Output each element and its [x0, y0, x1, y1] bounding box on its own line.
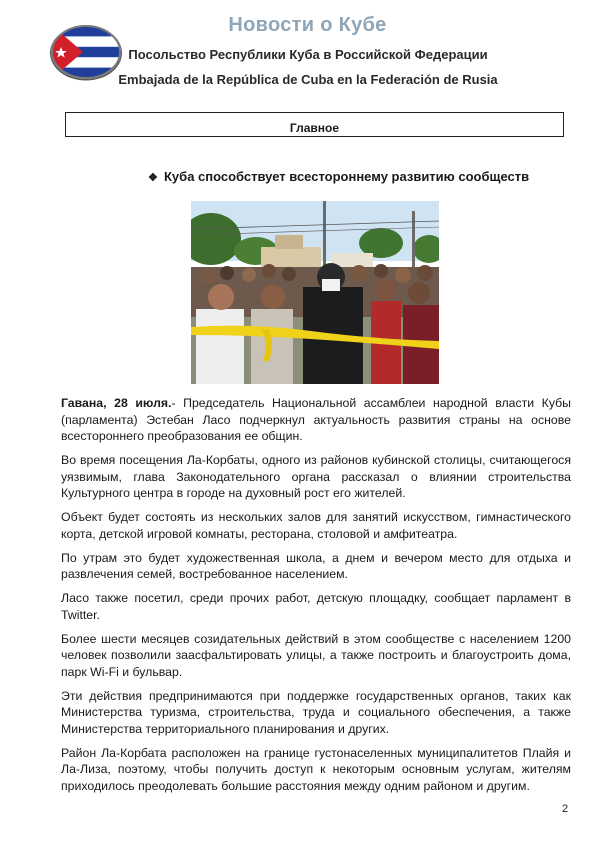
paragraph-text: - Председатель Национальной ассамблеи народной власти Кубы (парламента) Эстебан Ласо подчеркнул актуальность развития страны на основе всестороннего преобразования ее общин. — [61, 396, 571, 443]
page-number: 2 — [562, 803, 569, 815]
article-paragraph — [61, 395, 571, 445]
section-label: Главное — [289, 121, 340, 135]
article-paragraph: Ласо также посетил, среди прочих работ, детскую площадку, сообщает парламент в Twitter. — [61, 591, 571, 622]
masthead-title: Новости о Кубе — [228, 14, 387, 36]
headline-text: Куба способствует всестороннему развитию сообществ — [164, 169, 530, 184]
article-paragraph: Более шести месяцев созидательных действий в этом сообществе с населением 1200 человек позволили заасфальтировать улицы, а также построить и благоустроить дома, парк Wi-Fi и бульвар. — [61, 631, 571, 679]
article-body — [61, 395, 571, 802]
masthead-subtitle-ru: Посольство Республики Куба в Российской Федерации — [128, 47, 488, 62]
article-paragraph: По утрам это будет художественная школа, а днем и вечером место для отдыха и развлечения семей, востребованное населением. — [61, 550, 571, 581]
article-headline — [148, 169, 529, 184]
article-paragraph: Район Ла-Корбата расположен на границе густонаселенных муниципалитетов Плайя и Ла-Лиза, поэтому, чтобы получить доступ к некоторым основным услугам, жителям приходилось преодолевать большие расстояния между одним районом и другим. — [61, 745, 571, 793]
dateline: Гавана, 28 июля. — [61, 396, 172, 410]
diamond-bullet-icon: ❖ — [148, 172, 158, 184]
section-header-box — [65, 112, 564, 137]
ribbon-cutting-photo — [191, 201, 439, 384]
masthead-subtitle-es: Embajada de la República de Cuba en la Federación de Rusia — [118, 72, 498, 87]
article-paragraph: Эти действия предпринимаются при поддержке государственных органов, таких как Министерства туризма, строительства, труда и социального обеспечения, а также Министерства территориального планирования и других. — [61, 688, 571, 736]
article-paragraph: Во время посещения Ла-Корбаты, одного из районов кубинской столицы, считающегося уязвимым, глава Законодательного органа рассказал о влиянии строительства Культурного центра в городе на духовный рост его жителей. — [61, 453, 571, 500]
article-paragraph: Объект будет состоять из нескольких залов для занятий искусством, гимнастического корта, детской игровой комнаты, ресторана, столовой и амфитеатра. — [61, 510, 571, 541]
